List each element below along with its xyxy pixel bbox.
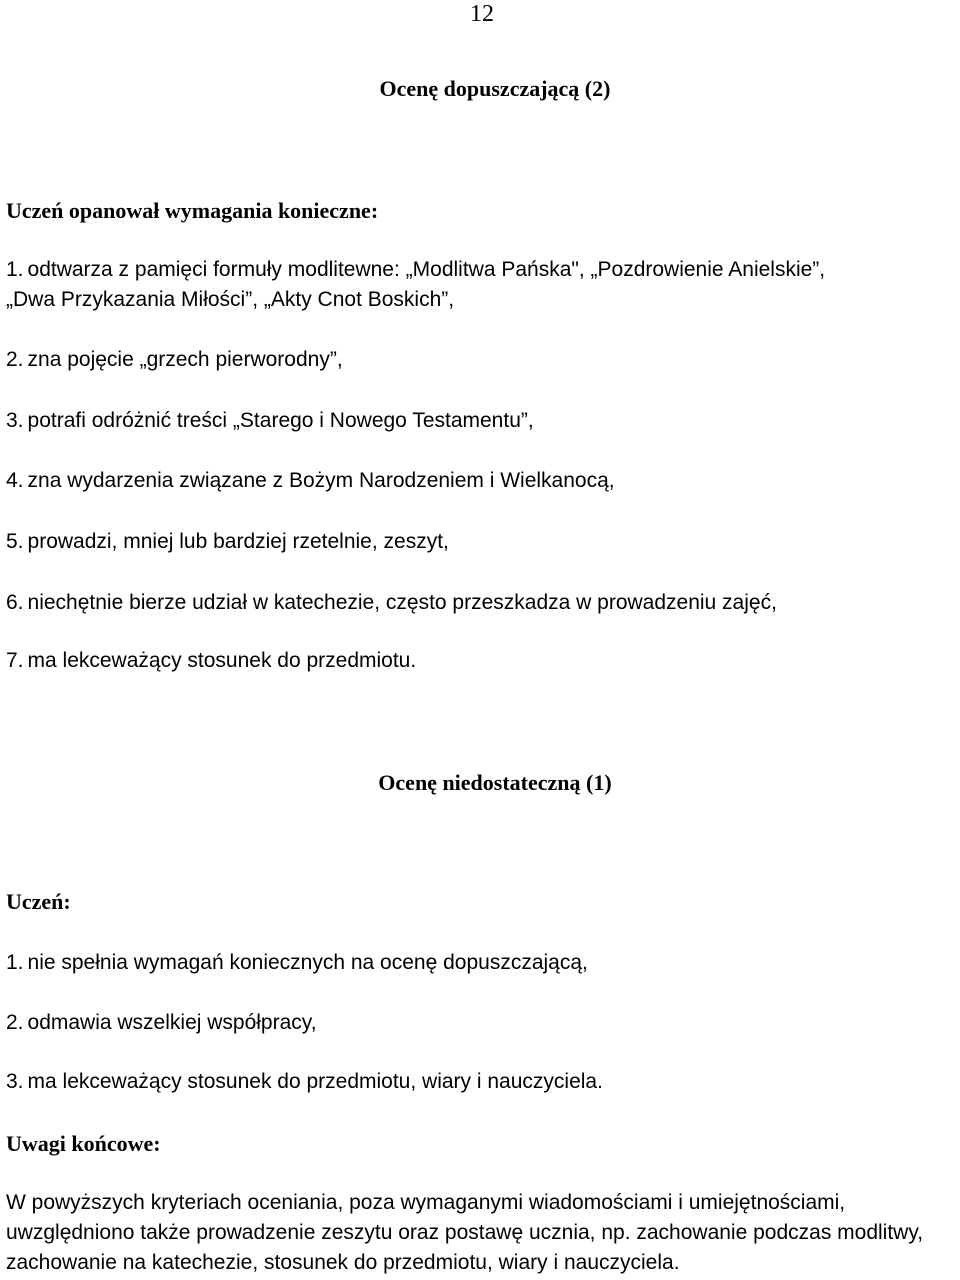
item-text: ma lekceważący stosunek do przedmiotu, wiary i nauczyciela. xyxy=(27,1070,603,1093)
section-heading-grade-2: Ocenę dopuszczającą (2) xyxy=(379,76,611,101)
item-text: „Dwa Przykazania Miłości”, „Akty Cnot Boskich”, xyxy=(6,288,455,311)
list-item xyxy=(6,406,956,436)
list-item xyxy=(6,646,956,676)
item-text: potrafi odróżnić treści „Starego i Nowego Testamentu”, xyxy=(27,409,534,432)
item-text: odmawia wszelkiej współpracy, xyxy=(27,1011,317,1034)
page-number: 12 xyxy=(470,1,494,27)
item-number: 2. xyxy=(6,348,24,371)
item-text: zna wydarzenia związane z Bożym Narodzeniem i Wielkanocą, xyxy=(27,469,615,492)
list-item xyxy=(6,1008,956,1038)
list-item xyxy=(6,948,956,978)
section-heading-grade-1: Ocenę niedostateczną (1) xyxy=(378,770,612,795)
item-number: 7. xyxy=(6,649,24,672)
item-text: zna pojęcie „grzech pierworodny”, xyxy=(27,348,343,371)
section-label-remarks: Uwagi końcowe: xyxy=(6,1131,161,1156)
item-text: odtwarza z pamięci formuły modlitewne: „Modlitwa Pańska", „Pozdrowienie Anielskie”, xyxy=(27,258,826,281)
list-item xyxy=(6,255,956,285)
section-label-student: Uczeń: xyxy=(6,889,71,914)
item-text: niechętnie bierze udział w katechezie, często przeszkadza w prowadzeniu zajęć, xyxy=(27,591,777,614)
section-label-requirements: Uczeń opanował wymagania konieczne: xyxy=(6,198,379,223)
item-text: nie spełnia wymagań koniecznych na ocenę dopuszczającą, xyxy=(27,951,588,974)
item-number: 3. xyxy=(6,1070,24,1093)
item-number: 6. xyxy=(6,591,24,614)
list-item xyxy=(6,1067,956,1097)
item-number: 2. xyxy=(6,1011,24,1034)
item-number: 5. xyxy=(6,530,24,553)
list-item-continuation xyxy=(6,285,956,315)
remarks-paragraph: W powyższych kryteriach oceniania, poza wymaganymi wiadomościami i umiejętnościami, uwzględniono także prowadzenie zeszytu oraz postawę ucznia, np. zachowanie podczas modlitwy, zachowanie na katechezie, stosunek do przedmiotu, wiary i nauczyciela. xyxy=(6,1191,924,1274)
item-number: 3. xyxy=(6,409,24,432)
list-item xyxy=(6,345,956,375)
list-item xyxy=(6,588,956,618)
list-item xyxy=(6,466,956,496)
item-number: 1. xyxy=(6,951,24,974)
item-number: 1. xyxy=(6,258,24,281)
item-number: 4. xyxy=(6,469,24,492)
item-text: prowadzi, mniej lub bardziej rzetelnie, zeszyt, xyxy=(27,530,449,553)
item-text: ma lekceważący stosunek do przedmiotu. xyxy=(27,649,417,672)
list-item xyxy=(6,527,956,557)
